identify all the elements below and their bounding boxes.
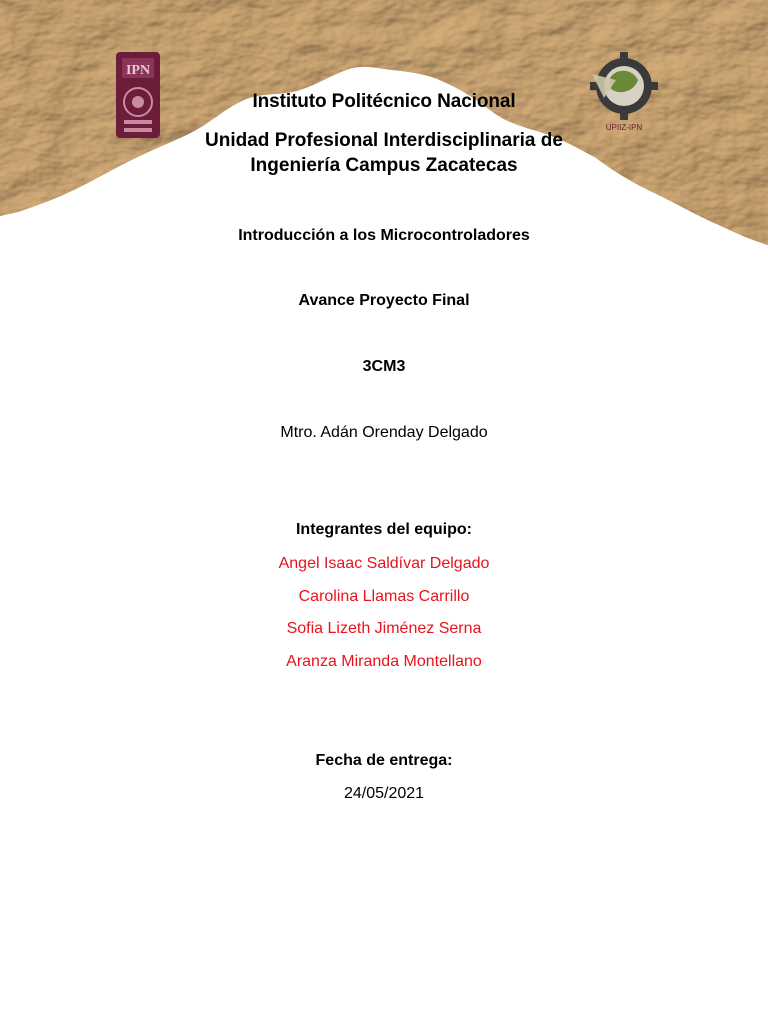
date-heading: Fecha de entrega:	[315, 752, 453, 769]
unit-title-line1: Unidad Profesional Interdisciplinaria de	[205, 130, 563, 151]
upiiz-logo-text: UPIIZ-IPN	[605, 123, 643, 132]
team-member: Sofia Lizeth Jiménez Serna	[286, 620, 482, 637]
team-member: Aranza Miranda Montellano	[286, 653, 482, 670]
date-value: 24/05/2021	[343, 785, 425, 802]
team-heading: Integrantes del equipo:	[295, 521, 472, 538]
team-member: Carolina Llamas Carrillo	[298, 588, 470, 605]
course-name: Introducción a los Microcontroladores	[238, 227, 530, 244]
team-member: Angel Isaac Saldívar Delgado	[278, 555, 490, 572]
assignment-name: Avance Proyecto Final	[298, 292, 470, 309]
teacher-name: Mtro. Adán Orenday Delgado	[280, 424, 488, 441]
unit-title-line2: Ingeniería Campus Zacatecas	[250, 155, 518, 176]
unit-title	[0, 128, 768, 178]
ipn-logo-text: IPN	[125, 63, 151, 78]
institution-title: Instituto Politécnico Nacional	[252, 91, 516, 112]
group-code: 3CM3	[362, 358, 406, 375]
